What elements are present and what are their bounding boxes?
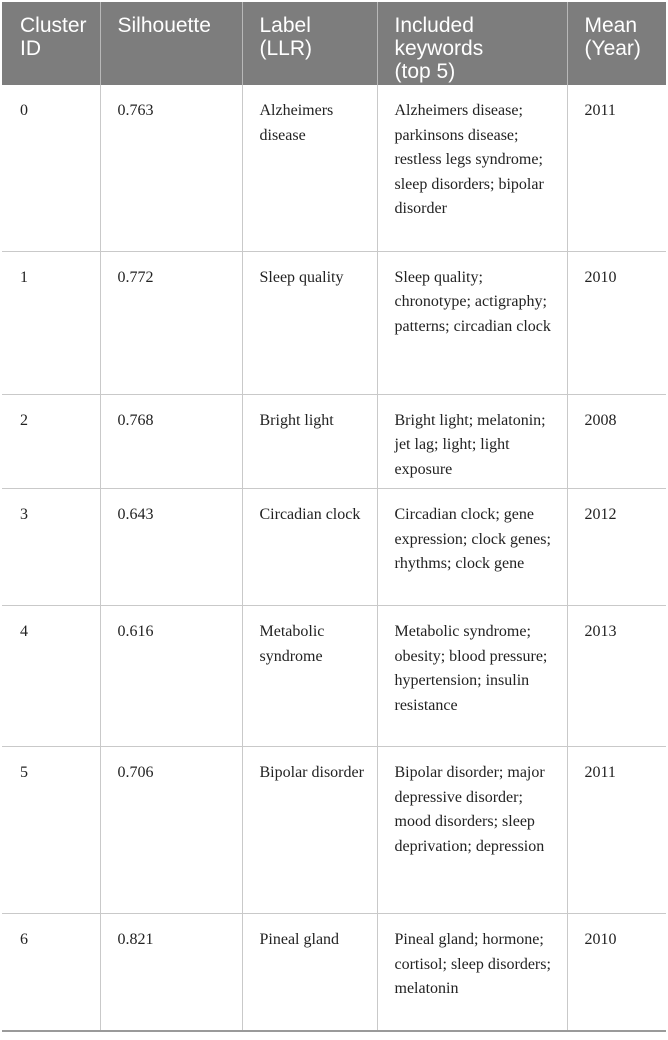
header-keywords: Included keywords (top 5) (377, 2, 567, 85)
cell-mean-year: 2012 (567, 489, 666, 606)
table-row (2, 251, 666, 394)
cell-cluster-id: 2 (2, 394, 100, 489)
cell-mean-year: 2010 (567, 914, 666, 1031)
cell-keywords: Metabolic syndrome; obesity; blood pressure; hypertension; insulin resistance (377, 606, 567, 747)
cell-label: Bright light (242, 394, 377, 489)
cell-cluster-id: 0 (2, 85, 100, 251)
cell-mean-year: 2011 (567, 747, 666, 914)
cell-cluster-id: 3 (2, 489, 100, 606)
table-row (2, 489, 666, 606)
header-silhouette: Silhouette (100, 2, 242, 85)
cell-silhouette: 0.768 (100, 394, 242, 489)
cell-silhouette: 0.763 (100, 85, 242, 251)
cell-mean-year: 2010 (567, 251, 666, 394)
cluster-table (2, 2, 666, 1032)
table-row (2, 747, 666, 914)
header-cluster-id: Cluster ID (2, 2, 100, 85)
cell-label: Metabolic syndrome (242, 606, 377, 747)
cell-mean-year: 2013 (567, 606, 666, 747)
cell-cluster-id: 4 (2, 606, 100, 747)
cell-keywords: Alzheimers disease; parkinsons disease; restless legs syndrome; sleep disorders; bipolar disorder (377, 85, 567, 251)
cell-label: Sleep quality (242, 251, 377, 394)
table-body (2, 85, 666, 1031)
cell-silhouette: 0.706 (100, 747, 242, 914)
table-row (2, 914, 666, 1031)
header-label: Label (LLR) (242, 2, 377, 85)
table-row (2, 85, 666, 251)
cell-label: Bipolar disorder (242, 747, 377, 914)
cell-keywords: Pineal gland; hormone; cortisol; sleep disorders; melatonin (377, 914, 567, 1031)
table-header (2, 2, 666, 85)
cell-cluster-id: 5 (2, 747, 100, 914)
cell-keywords: Sleep quality; chronotype; actigraphy; patterns; circadian clock (377, 251, 567, 394)
cell-cluster-id: 1 (2, 251, 100, 394)
cell-mean-year: 2011 (567, 85, 666, 251)
cell-label: Pineal gland (242, 914, 377, 1031)
cell-silhouette: 0.616 (100, 606, 242, 747)
cell-label: Alzheimers disease (242, 85, 377, 251)
cell-silhouette: 0.821 (100, 914, 242, 1031)
cell-mean-year: 2008 (567, 394, 666, 489)
cell-label: Circadian clock (242, 489, 377, 606)
header-mean-year: Mean (Year) (567, 2, 666, 85)
cell-cluster-id: 6 (2, 914, 100, 1031)
table-row (2, 606, 666, 747)
cell-keywords: Circadian clock; gene expression; clock genes; rhythms; clock gene (377, 489, 567, 606)
cell-keywords: Bipolar disorder; major depressive disorder; mood disorders; sleep deprivation; depression (377, 747, 567, 914)
cell-keywords: Bright light; melatonin; jet lag; light; light exposure (377, 394, 567, 489)
cell-silhouette: 0.772 (100, 251, 242, 394)
cell-silhouette: 0.643 (100, 489, 242, 606)
table-row (2, 394, 666, 489)
header-row (2, 2, 666, 85)
